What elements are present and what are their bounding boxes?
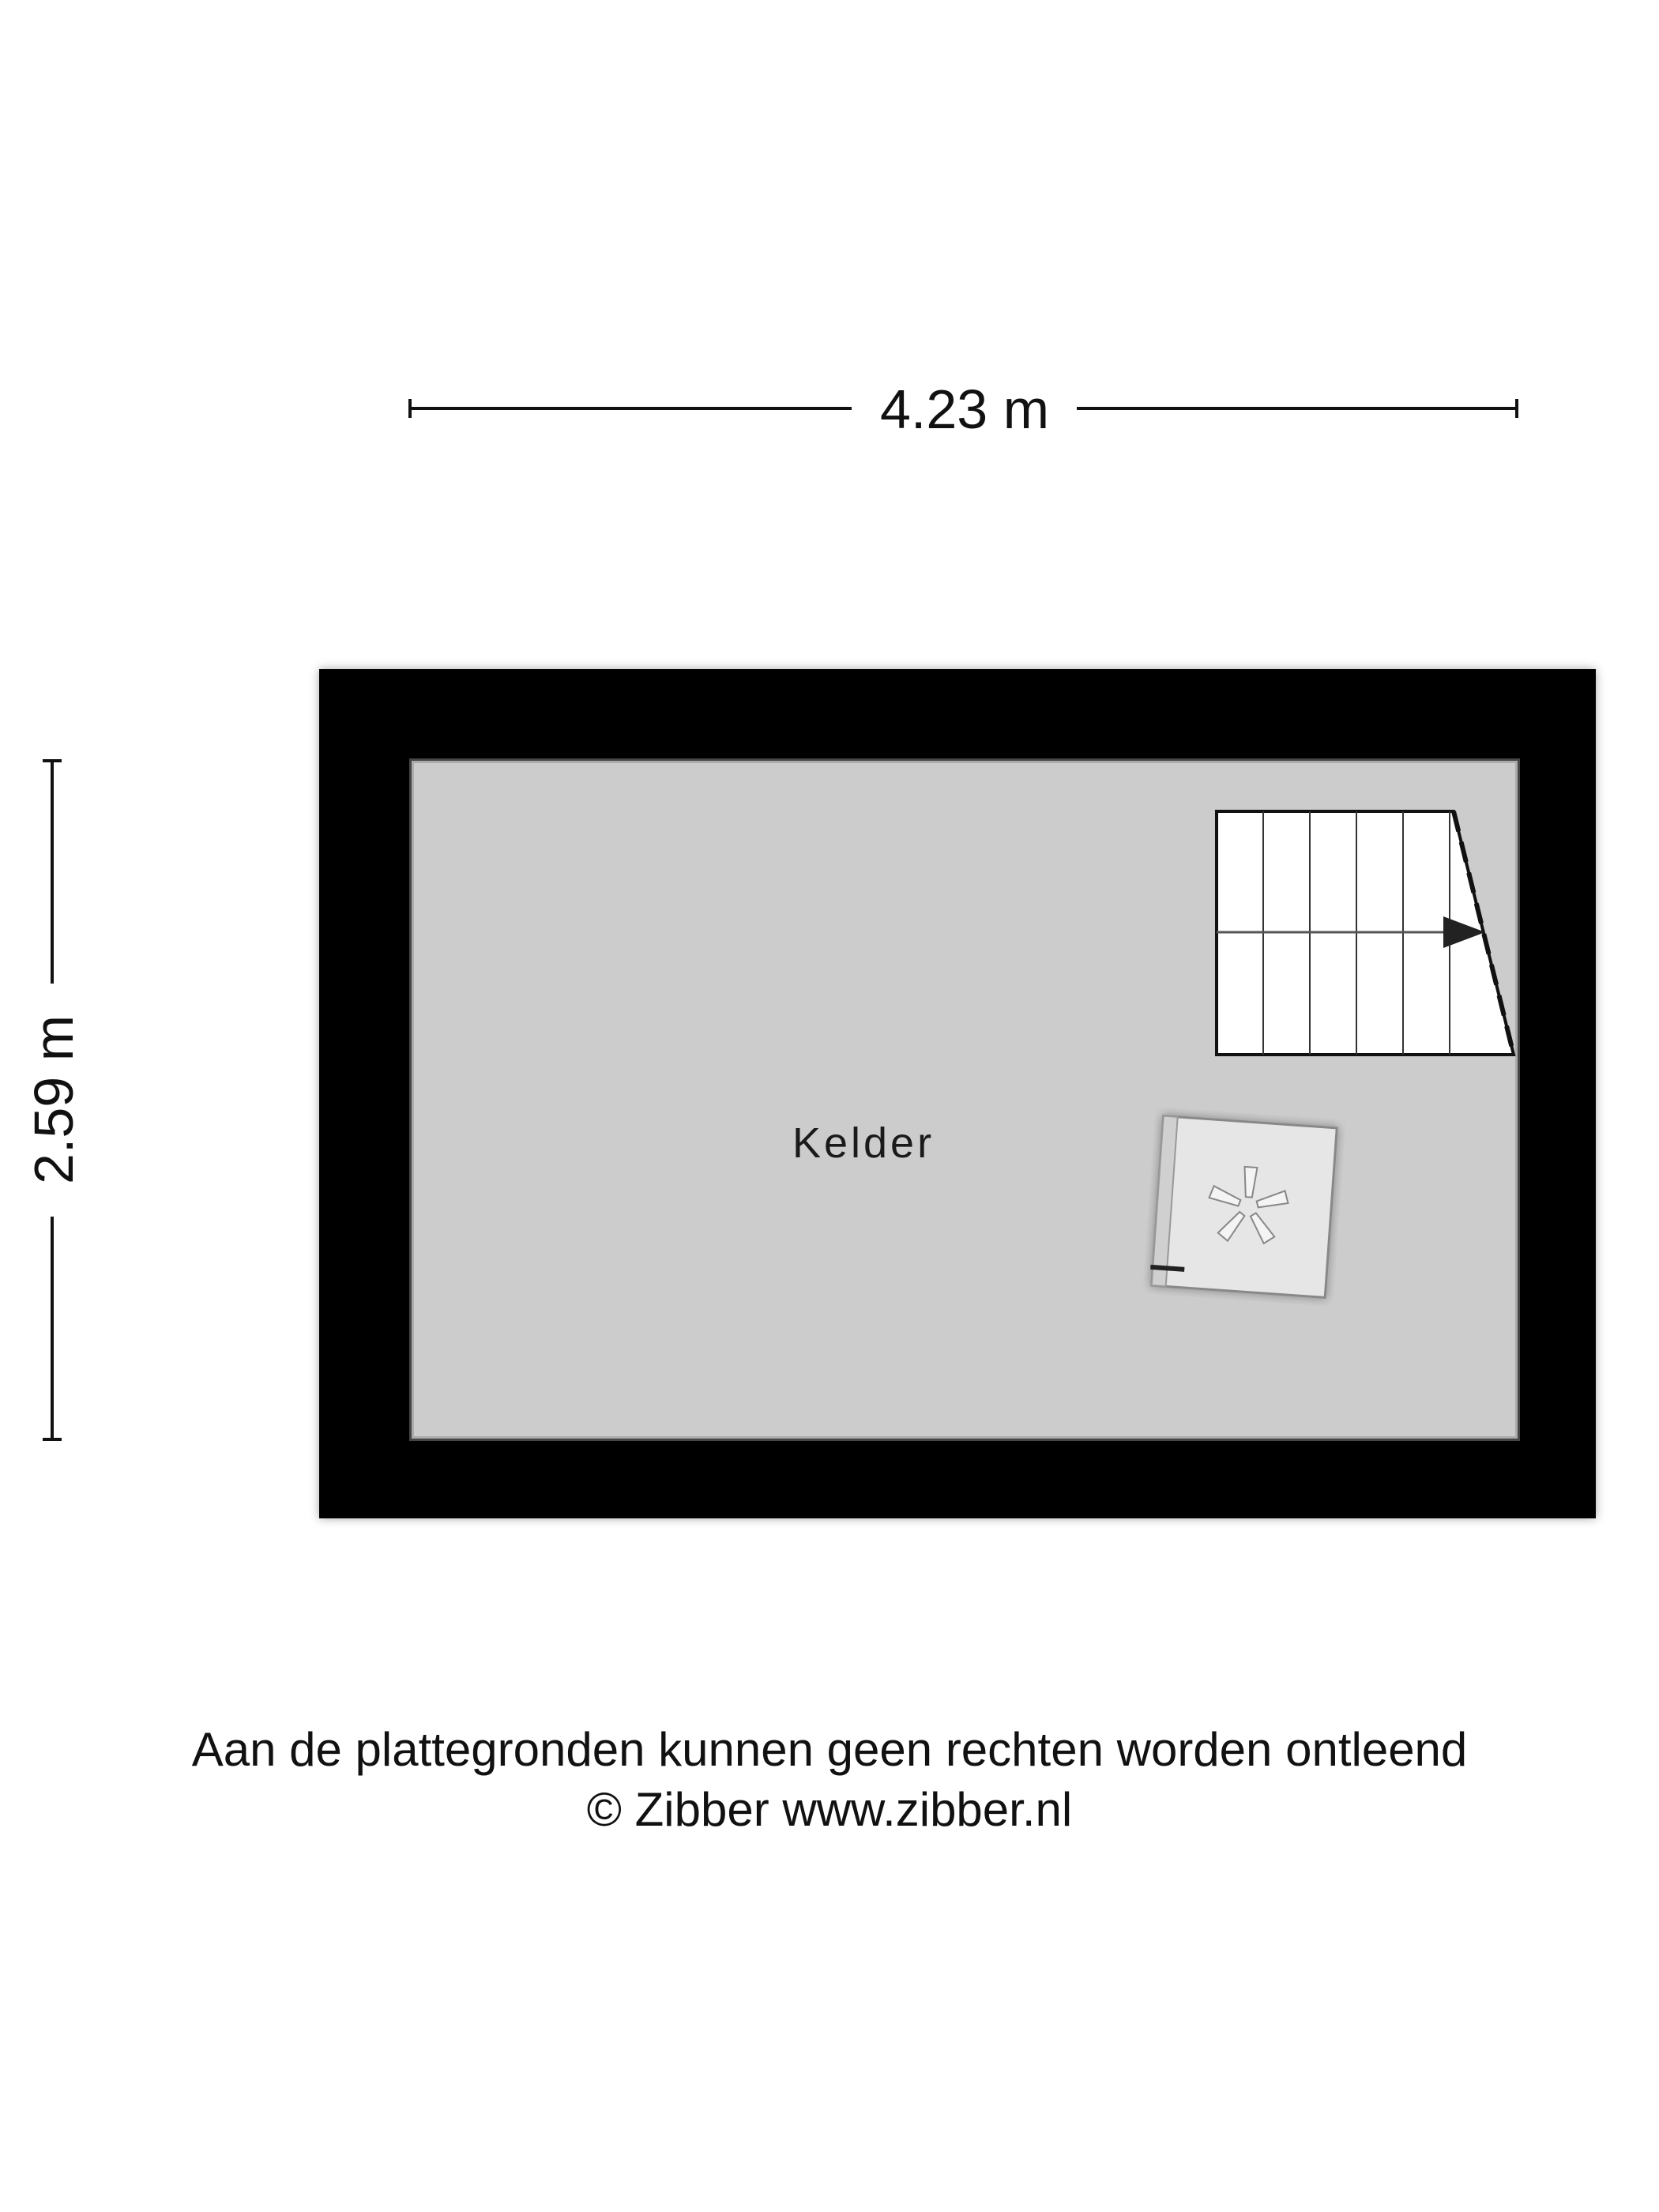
width-dimension: [410, 378, 1517, 440]
copyright-text: © Zibber www.zibber.nl: [586, 1783, 1073, 1836]
disclaimer-text: Aan de plattegronden kunnen geen rechten worden ontleend: [191, 1723, 1468, 1776]
width-dimension-label: 4.23 m: [880, 378, 1049, 440]
room-label: Kelder: [792, 1119, 935, 1167]
height-dimension: [23, 761, 85, 1439]
height-dimension-label: 2.59 m: [23, 1015, 85, 1184]
boiler-unit-icon: [1149, 1115, 1337, 1297]
